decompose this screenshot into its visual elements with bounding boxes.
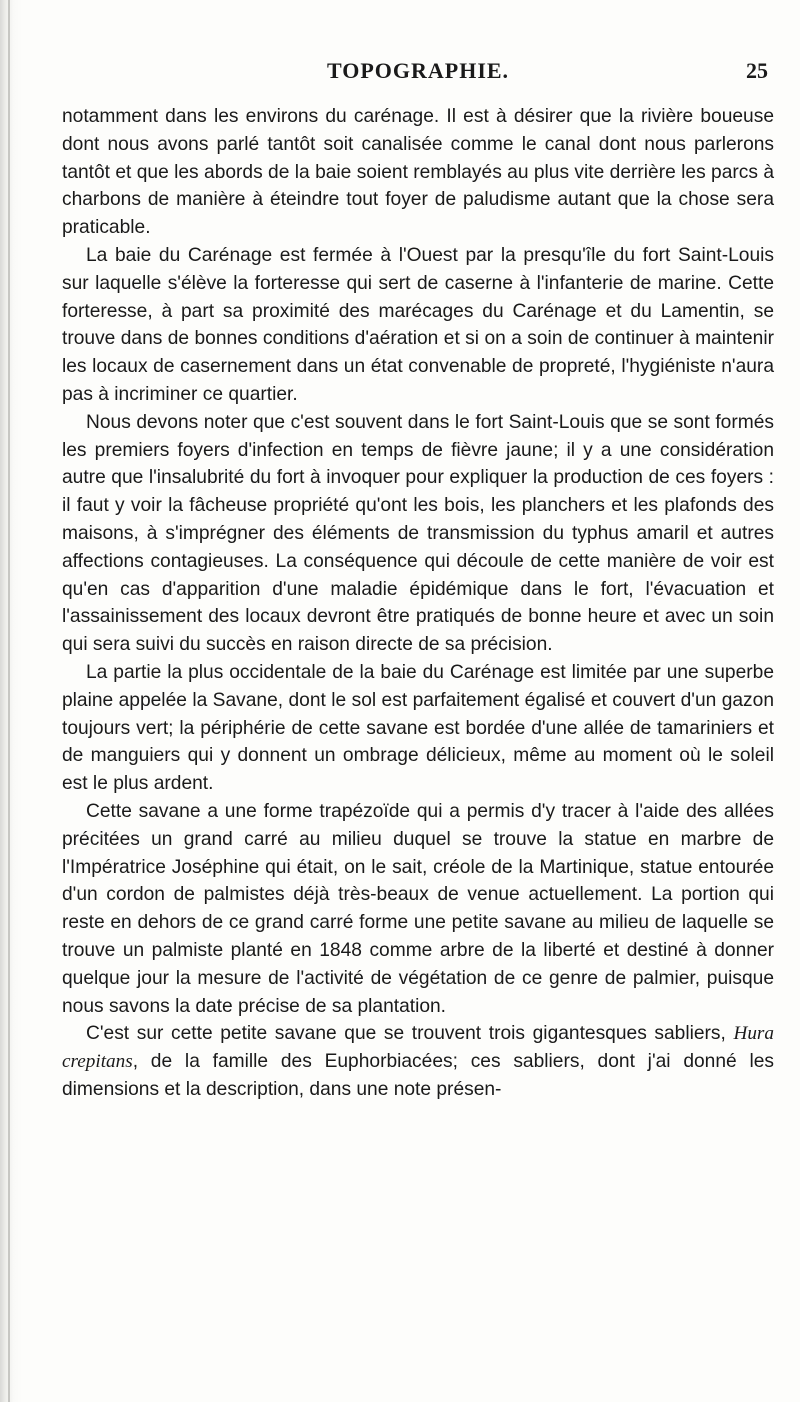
running-title: TOPOGRAPHIE. (326, 58, 510, 83)
paragraph-6-end: , de la famille des Euphorbiacées; ces sabliers, dont j'ai donné les dimensions et la description, dans une note présen- (62, 1051, 774, 1100)
page-number: 25 (746, 58, 768, 83)
paragraph-6-start: C'est sur cette petite savane que se trouvent trois gigantesques sabliers, (86, 1023, 734, 1045)
paragraph-6 (62, 1020, 774, 1103)
paragraph-1: notamment dans les environs du carénage. Il est à désirer que la rivière boueuse dont nous avons parlé tantôt soit canalisée comme le canal dont nous parlerons tantôt et que les abords de la baie soient remblayés au plus vite derrière les parcs à charbons de manière à éteindre tout foyer de paludisme autant que la chose sera praticable. (62, 106, 774, 239)
binding-gutter (0, 0, 22, 1402)
body-text (62, 103, 774, 1104)
binding-edge-line (8, 0, 10, 1402)
paragraph-5: Cette savane a une forme trapézoïde qui a permis d'y tracer à l'aide des allées précitées un grand carré au milieu duquel se trouve la statue en marbre de l'Impératrice Joséphine qui était, on le sait, créole de la Martinique, statue entourée d'un cordon de palmistes déjà très-beaux de venue actuellement. La portion qui reste en dehors de ce grand carré forme une petite savane au milieu de laquelle se trouve un palmiste planté en 1848 comme arbre de la liberté et destiné à donner quelque jour la mesure de l'activité de végétation de ce genre de palmier, puisque nous savons la date précise de sa plantation. (62, 800, 774, 1017)
paragraph-4: La partie la plus occidentale de la baie du Carénage est limitée par une superbe plaine appelée la Savane, dont le sol est parfaitement égalisé et couvert d'un gazon toujours vert; la périphérie de cette savane est bordée d'une allée de tamariniers et de manguiers qui y donnent un ombrage délicieux, même au moment où le soleil est le plus ardent. (62, 661, 774, 795)
paragraph-3: Nous devons noter que c'est souvent dans le fort Saint-Louis que se sont formés les premiers foyers d'infection en temps de fièvre jaune; il y a une considération autre que l'insalubrité du fort à invoquer pour expliquer la production de ces foyers : il faut y voir la fâcheuse propriété qu'ont les bois, les planchers et les plafonds des maisons, à s'imprégner des éléments de transmission du typhus amaril et autres affections contagieuses. La conséquence qui découle de cette manière de voir est qu'en cas d'apparition d'une maladie épidémique dans le fort, l'évacuation et l'assainissement des locaux devront être pratiqués de bonne heure et avec un soin qui sera suivi du succès en raison directe de sa précision. (62, 411, 774, 656)
paragraph-2: La baie du Carénage est fermée à l'Ouest par la presqu'île du fort Saint-Louis sur laquelle s'élève la forteresse qui sert de caserne à l'infanterie de marine. Cette forteresse, à part sa proximité des marécages du Carénage et du Lamentin, se trouve dans de bonnes conditions d'aération et si on a soin de continuer à maintenir les locaux de casernement dans un état convenable de propreté, l'hygiéniste n'aura pas à incriminer ce quartier. (62, 244, 774, 405)
species-name-italic: Hura crepitans (62, 1023, 774, 1073)
page-header (62, 58, 774, 86)
